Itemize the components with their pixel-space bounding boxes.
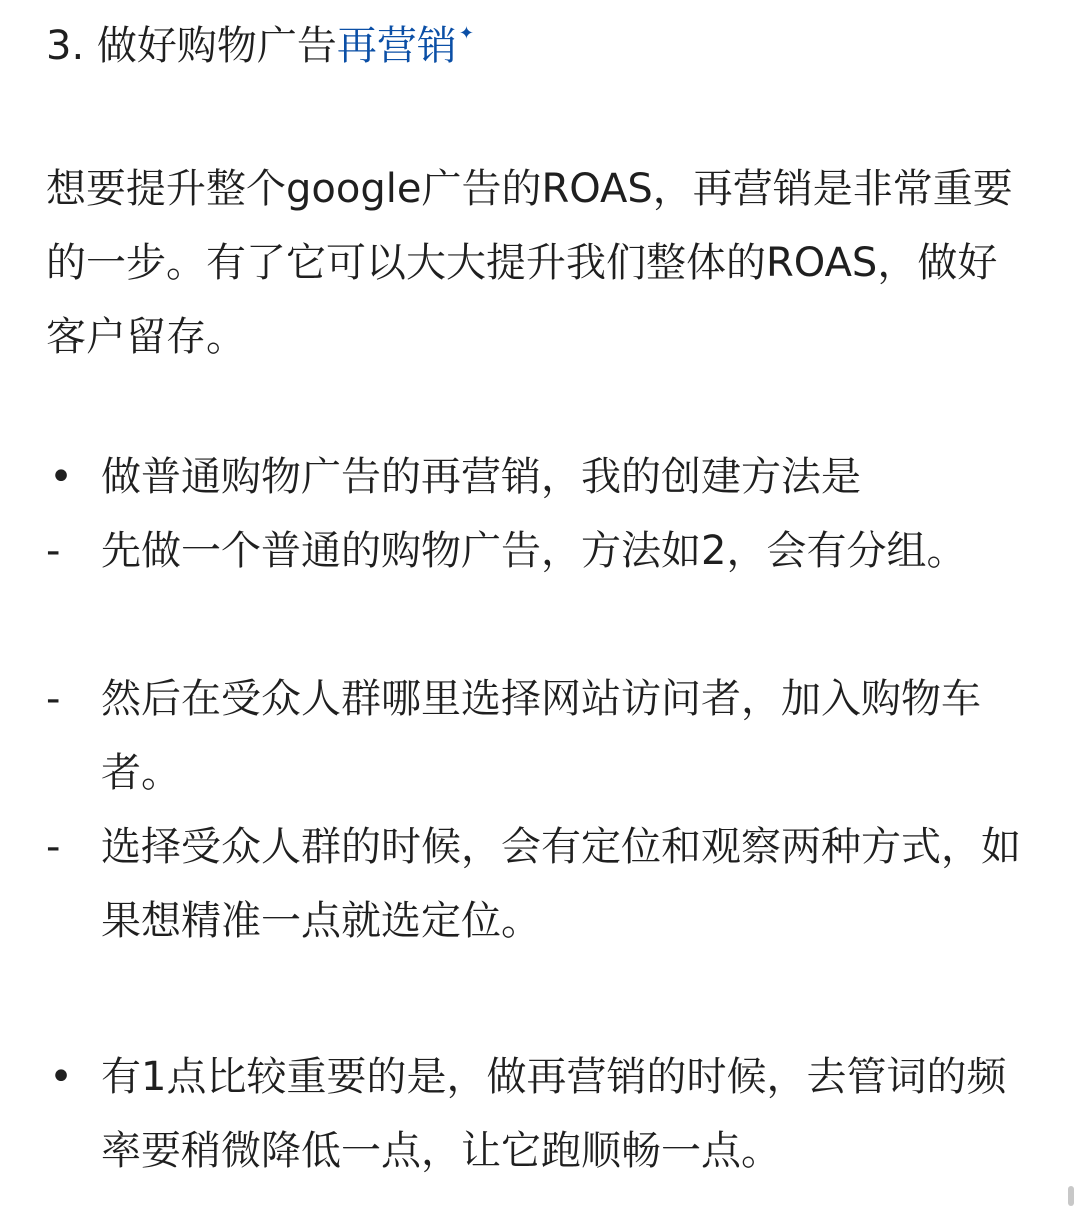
section-heading <box>46 14 472 86</box>
step-item <box>46 514 1036 588</box>
dash-marker: - <box>46 528 61 574</box>
scrollbar-thumb[interactable] <box>1068 1186 1074 1206</box>
bullet-text: 有1点比较重要的是，做再营销的时候，去管词的频率要稍微降低一点，让它跑顺畅一点。 <box>101 1054 1007 1174</box>
step-item <box>46 810 1036 958</box>
heading-prefix: 3. 做好购物广告 <box>46 23 337 69</box>
step-text: 选择受众人群的时候，会有定位和观察两种方式，如果想精准一点就选定位。 <box>101 824 1021 944</box>
bullet-dot: • <box>49 454 73 500</box>
step-text: 然后在受众人群哪里选择网站访问者，加入购物车者。 <box>101 676 981 796</box>
bullet-text: 做普通购物广告的再营销，我的创建方法是 <box>101 454 861 500</box>
sparkle-icon: ✦ <box>458 23 474 44</box>
step-item <box>46 662 1036 810</box>
dash-marker: - <box>46 824 61 870</box>
bullet-dot: • <box>49 1054 73 1100</box>
intro-paragraph: 想要提升整个google广告的ROAS，再营销是非常重要的一步。有了它可以大大提升我们整体的ROAS，做好客户留存。 <box>46 166 1013 360</box>
dash-marker: - <box>46 676 61 722</box>
retargeting-link[interactable]: 再营销 <box>336 23 457 69</box>
list-item <box>46 440 1021 514</box>
step-text: 先做一个普通的购物广告，方法如2，会有分组。 <box>101 528 967 574</box>
list-item <box>46 1040 1021 1188</box>
